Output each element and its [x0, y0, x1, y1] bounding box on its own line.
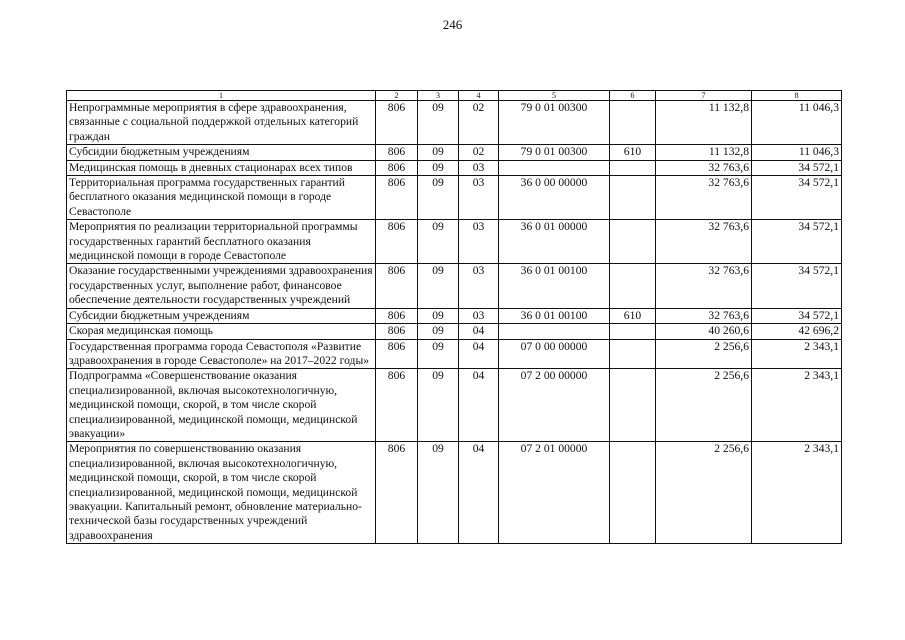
row-name: Медицинская помощь в дневных стационарах всех типов — [67, 160, 376, 175]
row-name: Непрограммные мероприятия в сфере здравоохранения, связанные с социальной поддержкой отдельных категорий граждан — [67, 101, 376, 145]
ministry-code: 806 — [376, 176, 418, 220]
column-number: 7 — [656, 91, 752, 101]
amount-col8: 34 572,1 — [752, 176, 842, 220]
section-code: 09 — [418, 324, 459, 339]
subsection-code: 02 — [459, 145, 499, 160]
target-article-code: 36 0 01 00100 — [499, 308, 610, 323]
section-code: 09 — [418, 101, 459, 145]
amount-col8: 34 572,1 — [752, 220, 842, 264]
amount-col8: 2 343,1 — [752, 339, 842, 369]
ministry-code: 806 — [376, 369, 418, 442]
ministry-code: 806 — [376, 145, 418, 160]
target-article-code: 79 0 01 00300 — [499, 101, 610, 145]
table-row — [67, 308, 842, 323]
subsection-code: 04 — [459, 339, 499, 369]
amount-col7: 40 260,6 — [656, 324, 752, 339]
subsection-code: 02 — [459, 101, 499, 145]
budget-table — [66, 90, 842, 544]
amount-col7: 2 256,6 — [656, 442, 752, 544]
row-name: Мероприятия по совершенствованию оказания специализированной, включая высокотехнологичную, медицинской помощи, скорой, в том числе скорой специализированной, медицинской помощи, медицинской эвакуации. Капитальный ремонт, обновление материально-технической базы государственных учреждений здравоохранения — [67, 442, 376, 544]
table-row — [67, 264, 842, 308]
target-article-code — [499, 324, 610, 339]
ministry-code: 806 — [376, 220, 418, 264]
section-code: 09 — [418, 369, 459, 442]
target-article-code: 07 0 00 00000 — [499, 339, 610, 369]
ministry-code: 806 — [376, 324, 418, 339]
target-article-code: 07 2 01 00000 — [499, 442, 610, 544]
row-name: Скорая медицинская помощь — [67, 324, 376, 339]
table-row — [67, 369, 842, 442]
ministry-code: 806 — [376, 264, 418, 308]
table-row — [67, 324, 842, 339]
expense-type-code — [610, 176, 656, 220]
ministry-code: 806 — [376, 101, 418, 145]
subsection-code: 04 — [459, 324, 499, 339]
amount-col8: 34 572,1 — [752, 264, 842, 308]
section-code: 09 — [418, 160, 459, 175]
expense-type-code — [610, 220, 656, 264]
amount-col7: 11 132,8 — [656, 101, 752, 145]
table-row — [67, 176, 842, 220]
row-name: Территориальная программа государственных гарантий бесплатного оказания медицинской помощи в городе Севастополе — [67, 176, 376, 220]
section-code: 09 — [418, 145, 459, 160]
expense-type-code — [610, 264, 656, 308]
subsection-code: 04 — [459, 369, 499, 442]
amount-col7: 2 256,6 — [656, 339, 752, 369]
expense-type-code: 610 — [610, 145, 656, 160]
column-number: 1 — [67, 91, 376, 101]
amount-col8: 11 046,3 — [752, 145, 842, 160]
row-name: Субсидии бюджетным учреждениям — [67, 145, 376, 160]
section-code: 09 — [418, 264, 459, 308]
amount-col7: 11 132,8 — [656, 145, 752, 160]
row-name: Мероприятия по реализации территориальной программы государственных гарантий бесплатного оказания медицинской помощи в городе Севастополе — [67, 220, 376, 264]
expense-type-code — [610, 160, 656, 175]
amount-col8: 2 343,1 — [752, 442, 842, 544]
column-number: 2 — [376, 91, 418, 101]
page-number: 246 — [442, 17, 463, 32]
expense-type-code — [610, 369, 656, 442]
amount-col8: 2 343,1 — [752, 369, 842, 442]
subsection-code: 03 — [459, 264, 499, 308]
row-name: Государственная программа города Севастополя «Развитие здравоохранения в городе Севастополе» на 2017–2022 годы» — [67, 339, 376, 369]
expense-type-code — [610, 339, 656, 369]
table-row — [67, 145, 842, 160]
table-row — [67, 220, 842, 264]
section-code: 09 — [418, 308, 459, 323]
table-header — [67, 91, 842, 101]
ministry-code: 806 — [376, 160, 418, 175]
amount-col7: 32 763,6 — [656, 220, 752, 264]
table-body — [67, 101, 842, 544]
amount-col8: 42 696,2 — [752, 324, 842, 339]
section-code: 09 — [418, 220, 459, 264]
subsection-code: 03 — [459, 220, 499, 264]
target-article-code — [499, 160, 610, 175]
expense-type-code: 610 — [610, 308, 656, 323]
table-row — [67, 339, 842, 369]
amount-col7: 32 763,6 — [656, 264, 752, 308]
target-article-code: 79 0 01 00300 — [499, 145, 610, 160]
column-number: 3 — [418, 91, 459, 101]
ministry-code: 806 — [376, 339, 418, 369]
column-number: 8 — [752, 91, 842, 101]
amount-col8: 34 572,1 — [752, 160, 842, 175]
subsection-code: 03 — [459, 160, 499, 175]
amount-col7: 2 256,6 — [656, 369, 752, 442]
subsection-code: 03 — [459, 176, 499, 220]
column-number: 6 — [610, 91, 656, 101]
table-row — [67, 160, 842, 175]
subsection-code: 04 — [459, 442, 499, 544]
amount-col8: 34 572,1 — [752, 308, 842, 323]
row-name: Субсидии бюджетным учреждениям — [67, 308, 376, 323]
target-article-code: 36 0 01 00100 — [499, 264, 610, 308]
row-name: Оказание государственными учреждениями здравоохранения государственных услуг, выполнение работ, финансовое обеспечение деятельности государственных учреждений — [67, 264, 376, 308]
ministry-code: 806 — [376, 308, 418, 323]
subsection-code: 03 — [459, 308, 499, 323]
expense-type-code — [610, 324, 656, 339]
column-number: 4 — [459, 91, 499, 101]
amount-col7: 32 763,6 — [656, 176, 752, 220]
section-code: 09 — [418, 339, 459, 369]
row-name: Подпрограмма «Совершенствование оказания специализированной, включая высокотехнологичную, медицинской помощи, скорой, в том числе скорой специализированной, медицинской помощи, медицинской эвакуации» — [67, 369, 376, 442]
table-row — [67, 442, 842, 544]
expense-type-code — [610, 442, 656, 544]
column-number: 5 — [499, 91, 610, 101]
target-article-code: 36 0 00 00000 — [499, 176, 610, 220]
ministry-code: 806 — [376, 442, 418, 544]
section-code: 09 — [418, 442, 459, 544]
amount-col7: 32 763,6 — [656, 308, 752, 323]
amount-col8: 11 046,3 — [752, 101, 842, 145]
column-number-row — [67, 91, 842, 101]
table-row — [67, 101, 842, 145]
expense-type-code — [610, 101, 656, 145]
section-code: 09 — [418, 176, 459, 220]
target-article-code: 36 0 01 00000 — [499, 220, 610, 264]
target-article-code: 07 2 00 00000 — [499, 369, 610, 442]
amount-col7: 32 763,6 — [656, 160, 752, 175]
